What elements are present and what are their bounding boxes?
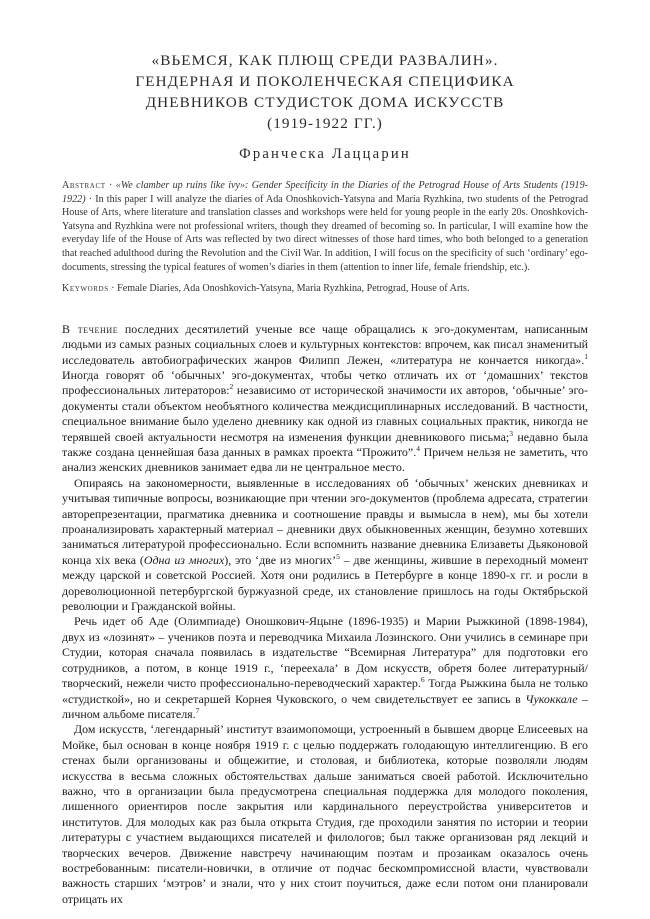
- title-line-4: (1919-1922 ГГ.): [267, 115, 383, 132]
- abstract-separator: ·: [105, 180, 116, 191]
- paragraph-text: Тогда Рыжкина была не только «студисткой», но и секретаршей Корнея Чуковского, о чем свидетельствует ее запись в: [62, 676, 588, 706]
- footnote-ref[interactable]: 4: [416, 444, 420, 454]
- paragraph-text: – личном альбоме писателя.: [62, 691, 589, 721]
- author-name: Франческа Лаццарин: [239, 146, 411, 162]
- paragraph-text: независимо от исторической значимости их авторов, ‘обычные’ эго-документы стали объектом необъятного количества междисциплинарных исследований. В частности, специальное внимание было уделено дневнику как одной из главных социальных практик, никогда не терявшей своей актуальности несмотря на изменения функции дневникового письма;: [62, 383, 588, 444]
- paragraph-text: ), это ‘две из многих’: [224, 552, 337, 567]
- paragraph-3: [62, 614, 588, 722]
- footnote-ref[interactable]: 5: [336, 551, 340, 561]
- keywords: [62, 282, 588, 296]
- article-body: [62, 322, 588, 907]
- paragraph-2: [62, 476, 588, 615]
- title-line-2: ГЕНДЕРНАЯ И ПОКОЛЕНЧЕСКАЯ СПЕЦИФИКА: [135, 73, 515, 90]
- footnote-ref[interactable]: 2: [229, 382, 234, 392]
- paragraph-4: [62, 722, 588, 907]
- footnote-ref[interactable]: 6: [420, 675, 425, 685]
- abstract-text: · In this paper I will analyze the diaries of Ada Onoshkovich-Yatsyna and Maria Ryzhkina, two students of the Petrograd House of Arts, where literature and translation classes and workshops were held for young people in the early 20s. Onoshkovich-Yatsyna and Ryzhkina were not professional writers, though they dreamed of becoming so. In particular, I will examine how the everyday life of the House of Arts was reflected by two direct witnesses of those hard times, who both belonged to a generation that reached adulthood during the Revolution and the Civil War. In addition, I will focus on the specificity of such ‘ordinary’ ego-documents, stressing the typical features of women’s diaries in them (attention to inner life, female friendship, etc.).: [62, 193, 588, 273]
- paragraph-lead: В течение: [62, 321, 119, 336]
- album-title: Чукоккале: [525, 691, 578, 706]
- abstract: [62, 179, 588, 274]
- paragraph-1: [62, 322, 588, 476]
- title-line-1: «ВЬЕМСЯ, КАК ПЛЮЩ СРЕДИ РАЗВАЛИН».: [151, 52, 499, 69]
- article-title: [62, 50, 588, 134]
- footnote-ref[interactable]: 1: [584, 351, 588, 361]
- footnote-ref[interactable]: 3: [509, 428, 513, 438]
- paragraph-text: Речь идет об Аде (Олимпиаде) Оношкович-Яцыне (1896-1935) и Марии Рыжкиной (1898-1984), двух из «лозинят» – учеников поэта и переводчика Михаила Лозинского. Они учились в семинаре при Студии, которая сначала появилась в издательстве “Всемирная Литература” для подготовки его сотрудников, а потом, в конце 1919 г., ‘переехала’ в Дом искусств, обретя более литературный/творческий, нежели чисто профессионально-переводческий характер.: [62, 614, 588, 691]
- paragraph-text: Иногда говорят об ‘обычных’ эго-документах, чтобы четко отличать их от ‘домашних’ текстов профессиональных литераторов:: [62, 367, 588, 398]
- paragraph-text: Опираясь на закономерности, выявленные в исследованиях об ‘обычных’ женских дневниках и учитывая типичные вопросы, возникающие при чтении эго-документов (проблема адресата, стратегии авторепрезентации, прагматика дневника и соотношение правды и вымысла в нем), мы бы хотели проанализировать характерный материал – дневники двух обыкновенных женщин, безумно хотевших заниматься литературой профессионально. Если вспомнить название дневника Елизаветы Дьяконовой конца xix века (: [62, 475, 588, 567]
- paragraph-text: – две женщины, жившие в переходный момент между царской и советской Россией. Хотя они родились в Петербурге в конце 1890-х гг. и росли в дореволюционной петербургской буржуазной среде, их становление пришлось на годы Октябрьской революции и Гражданской войны.: [62, 552, 588, 614]
- footnote-ref[interactable]: 7: [195, 705, 200, 715]
- paragraph-text: Причем нельзя не заметить, что анализ женских дневников занимает едва ли не центральное место.: [62, 445, 589, 475]
- abstract-title: «We clamber up ruins like ivy»: Gender Specificity in the Diaries of the Petrograd House of Arts Students (1919-1922): [62, 180, 588, 205]
- title-line-3: ДНЕВНИКОВ СТУДИСТОК ДОМА ИСКУССТВ: [145, 94, 505, 111]
- keywords-separator: ·: [108, 283, 118, 295]
- paragraph-text: последних десятилетий ученые все чаще обращались к эго-документам, написанным людьми из самых разных социальных слоев и культурных контекстов: впрочем, как писал знаменитый исследователь автобиографических жанров Филипп Лежен, «литература не кончается никогда».: [62, 321, 588, 367]
- diary-title: Одна из многих: [143, 552, 225, 567]
- abstract-label: Abstract: [62, 180, 106, 191]
- keywords-text: Female Diaries, Ada Onoshkovich-Yatsyna, Maria Ryzhkina, Petrograd, House of Arts.: [117, 283, 470, 295]
- paragraph-text: недавно была также создана ценнейшая база данных в рамках проекта “Прожито”.: [62, 429, 588, 459]
- paragraph-text: Дом искусств, ‘легендарный’ институт взаимопомощи, устроенный в бывшем дворце Елисеевых на Мойке, был основан в конце ноября 1919 г. с целью поддержать голодающую интеллигенцию. В его стенах были организованы и общежитие, и столовая, и библиотека, которые позволяли людям искусства в весьма сложных обстоятельствах дальше заниматься своей работой. Исключительно важно, что в организации была предусмотрена специальная поддержка для молодого поколения, лишенного ориентиров после закрытия или кардинального переустройства университетов и институтов. Для молодых как раз была открыта Студия, где проходили занятия по истории и теории литературы с участием выдающихся писателей и филологов; был также организован ряд лекций и творческих вечеров. Движение навстречу начинающим поэтам и прозаикам оказалось очень востребованным: писатели-новички, в отличие от подчас бескомпромиссной власти, чувствовали важность старших ‘мэтров’ и знали, что у них стоит поучиться, даже если потом они планировали отрицать их: [62, 722, 588, 906]
- keywords-label: Keywords: [62, 283, 109, 295]
